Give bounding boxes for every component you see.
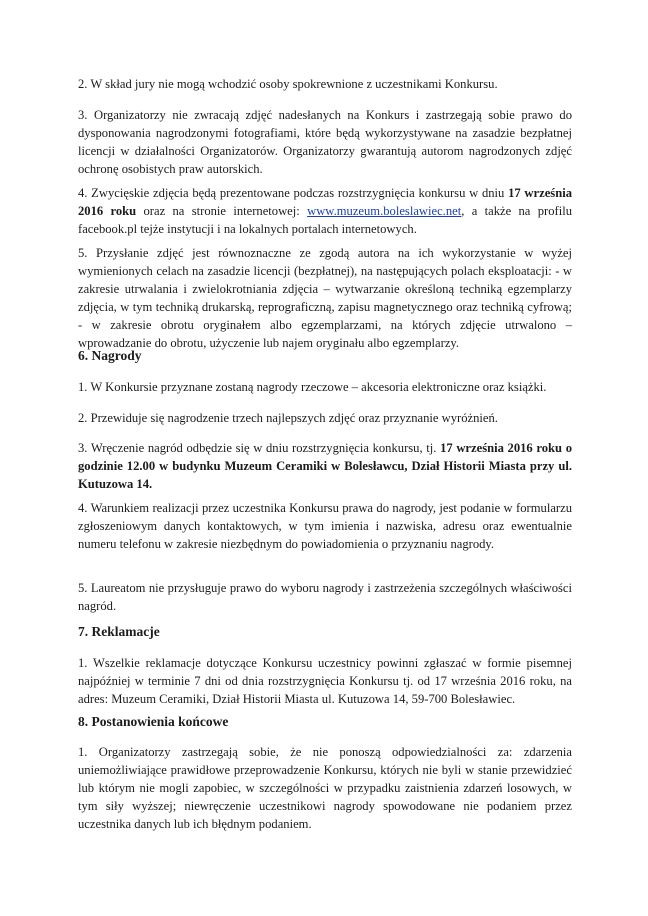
paragraph-complaints: 1. Wszelkie reklamacje dotyczące Konkursu uczestnicy powinni zgłaszać w formie pisemnej najpóźniej w terminie 7 dni od dnia rozstrzygnięcia Konkursu tj. od 17 września 2016 roku, na adres: Muzeum Ceramiki, Dział Historii Miasta ul. Kutuzowa 14, 59-700 Bolesławiec.: [78, 656, 572, 706]
paragraph-prizes-5: 5. Laureatom nie przysługuje prawo do wyboru nagrody i zastrzeżenia szczególnych właściwości nagród.: [78, 581, 572, 613]
paragraph-prizes-4: 4. Warunkiem realizacji przez uczestnika Konkursu prawa do nagrody, jest podanie w formularzu zgłoszeniowym danych kontaktowych, w tym imienia i nazwiska, adresu oraz ewentualnie numeru telefonu w zakresie niezbędnym do powiadomienia o przyznaniu nagrody.: [78, 501, 572, 551]
award-ceremony-text: 3. Wręczenie nagród odbędzie się w dniu rozstrzygnięcia konkursu, tj.: [78, 441, 441, 455]
paragraph-photos-rights: 3. Organizatorzy nie zwracają zdjęć nadesłanych na Konkurs i zastrzegają sobie prawo do dysponowania nagrodzonymi fotografiami, które będą wykorzystywane na zasadzie bezpłatnej licencji w działalności Organizatorów. Organizatorzy gwarantują autorom nagrodzonych zdjęć ochronę osobistych praw autorskich.: [78, 108, 572, 176]
paragraph-prizes-1: 1. W Konkursie przyznane zostaną nagrody rzeczowe – akcesoria elektroniczne oraz książki.: [78, 380, 547, 394]
section-heading-complaints: 7. Reklamacje: [78, 624, 160, 639]
paragraph-jury: 2. W skład jury nie mogą wchodzić osoby spokrewnione z uczestnikami Konkursu.: [78, 77, 498, 91]
award-ceremony-details: 17 września 2016 roku o godzinie 12.00 w budynku Muzeum Ceramiki w Bolesławcu, Dział Historii Miasta przy ul. Kutuzowa 14.: [78, 441, 573, 491]
presentation-text-start: 4. Zwycięskie zdjęcia będą prezentowane podczas rozstrzygnięcia konkursu w dniu: [78, 186, 509, 200]
paragraph-presentation: [78, 184, 572, 238]
paragraph-prizes-2: 2. Przewiduje się nagrodzenie trzech najlepszych zdjęć oraz przyznanie wyróżnień.: [78, 411, 498, 425]
section-heading-final-provisions: 8. Postanowienia końcowe: [78, 714, 229, 729]
presentation-text-mid: oraz na stronie internetowej:: [136, 204, 308, 218]
museum-website-link[interactable]: www.muzeum.boleslawiec.net: [307, 204, 462, 218]
presentation-text-end: , a także na profilu facebook.pl tejże instytucji i na lokalnych portalach internetowych.: [78, 204, 572, 236]
presentation-date: 17 września 2016 roku: [78, 186, 572, 218]
section-heading-prizes: 6. Nagrody: [78, 348, 142, 363]
paragraph-final-provisions: 1. Organizatorzy zastrzegają sobie, że nie ponoszą odpowiedzialności za: zdarzenia uniemożliwiające prawidłowe przeprowadzenie Konkursu, których nie byli w stanie przewidzieć lub którym nie mogli zapobiec, w szczególności w przypadku zaistnienia zdarzeń losowych, w tym siły wyższej; niewręczenie uczestnikowi nagrody spowodowane nie podaniem przez uczestnika danych lub ich błędnym podaniem.: [78, 745, 572, 831]
paragraph-prizes-3: [78, 439, 572, 493]
paragraph-license: 5. Przysłanie zdjęć jest równoznaczne ze zgodą autora na ich wykorzystanie w wyżej wymienionych celach na zasadzie licencji (bezpłatnej), na następujących polach eksploatacji: - w zakresie utrwalania i zwielokrotniania zdjęcia – wytwarzanie określoną techniką egzemplarzy zdjęcia, w tym techniką drukarską, reprograficzną, zapisu magnetycznego oraz techniką cyfrową; - w zakresie obrotu oryginałem albo egzemplarzami, na których zdjęcie utrwalono – wprowadzanie do obrotu, użyczenie lub najem oryginału albo egzemplarzy.: [78, 246, 572, 350]
